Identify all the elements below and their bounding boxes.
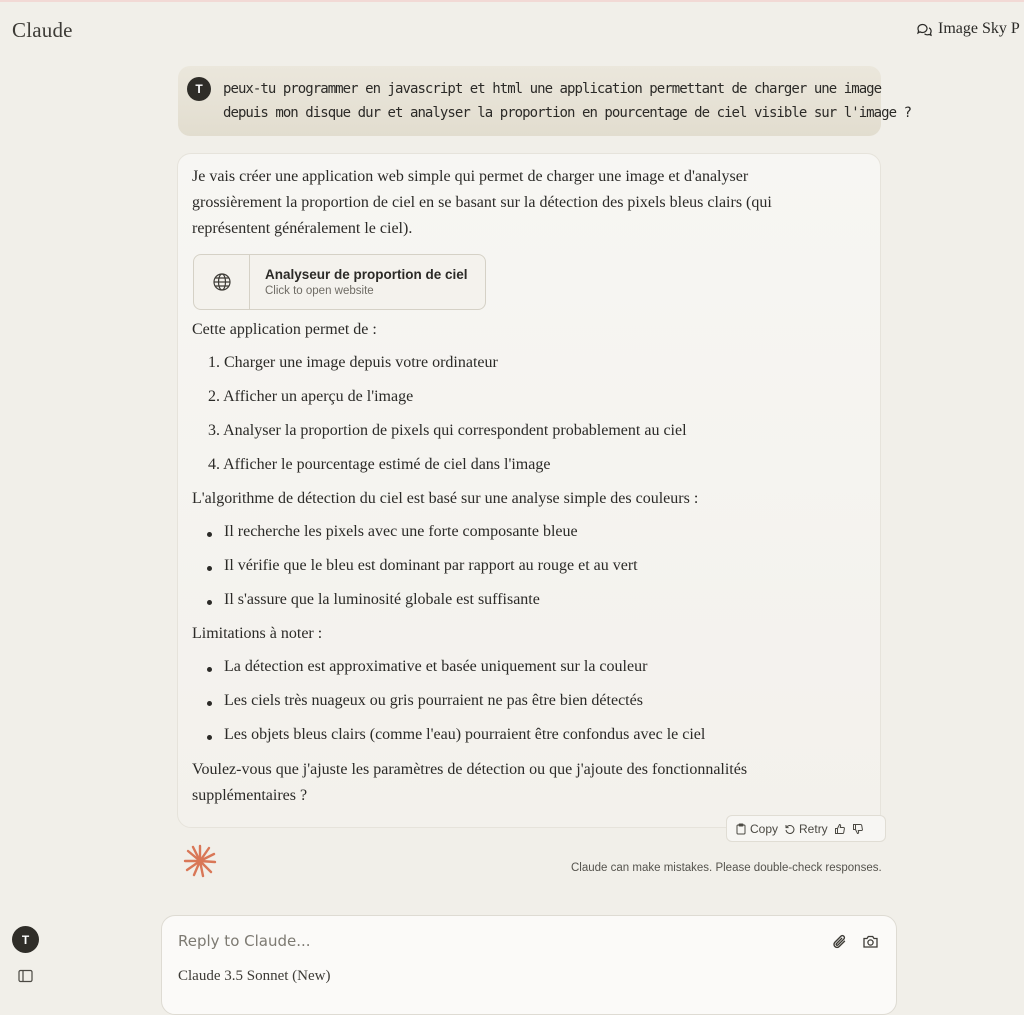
intro-line: Je vais créer une application web simple qui permet de charger une image et d'analyser: [192, 168, 749, 185]
user-message-line: peux-tu programmer en javascript et html une application permettant de charger une image: [223, 81, 882, 97]
paperclip-icon[interactable]: [831, 933, 848, 950]
limit-item: Les objets bleus clairs (comme l'eau) pourraient être confondus avec le ciel: [224, 726, 706, 743]
reply-composer[interactable]: [161, 915, 897, 1015]
copy-label: Copy: [750, 821, 779, 836]
message-actions: [726, 815, 886, 842]
artifact-subtitle: Click to open website: [265, 285, 374, 297]
closing-line: supplémentaires ?: [192, 787, 308, 804]
user-message-line: depuis mon disque dur et analyser la proportion en pourcentage de ciel visible sur l'image ?: [223, 105, 912, 121]
sidebar-toggle-icon[interactable]: [18, 969, 33, 983]
reply-input[interactable]: Reply to Claude...: [178, 932, 311, 950]
algo-item: Il s'assure que la luminosité globale est suffisante: [224, 591, 540, 608]
clipboard-icon: [735, 823, 747, 835]
copy-button[interactable]: [735, 822, 778, 836]
thumbs-up-button[interactable]: [834, 823, 846, 835]
algo-heading: L'algorithme de détection du ciel est basé sur une analyse simple des couleurs :: [192, 490, 699, 507]
chat-title[interactable]: [916, 20, 1020, 38]
account-avatar[interactable]: T: [12, 926, 39, 953]
artifact-title: Analyseur de proportion de ciel: [265, 267, 468, 282]
user-message-text: [223, 77, 912, 125]
feature-item: 3. Analyser la proportion de pixels qui correspondent probablement au ciel: [208, 422, 687, 439]
thumbs-down-button[interactable]: [852, 823, 864, 835]
camera-icon[interactable]: [862, 933, 879, 950]
feature-item: 2. Afficher un aperçu de l'image: [208, 388, 414, 405]
feature-item: 1. Charger une image depuis votre ordinateur: [208, 354, 498, 371]
intro-line: grossièrement la proportion de ciel en se basant sur la détection des pixels bleus clairs (qui: [192, 194, 772, 211]
bullet: [207, 600, 212, 605]
retry-label: Retry: [799, 821, 828, 836]
bullet: [207, 667, 212, 672]
intro-line: représentent généralement le ciel).: [192, 220, 413, 237]
algo-item: Il vérifie que le bleu est dominant par rapport au rouge et au vert: [224, 557, 638, 574]
disclaimer-text: Claude can make mistakes. Please double-check responses.: [571, 862, 882, 874]
chat-bubbles-icon: [916, 21, 932, 37]
app-logo[interactable]: Claude: [12, 18, 73, 42]
globe-icon: [212, 272, 232, 292]
artifact-card[interactable]: [193, 254, 486, 310]
model-selector[interactable]: Claude 3.5 Sonnet (New): [178, 968, 331, 984]
feature-item: 4. Afficher le pourcentage estimé de ciel dans l'image: [208, 456, 551, 473]
closing-line: Voulez-vous que j'ajuste les paramètres de détection ou que j'ajoute des fonctionnalités: [192, 761, 748, 778]
claude-spark-icon: [182, 843, 218, 879]
algo-item: Il recherche les pixels avec une forte composante bleue: [224, 523, 578, 540]
artifact-icon-box: [194, 255, 250, 309]
retry-icon: [784, 823, 796, 835]
limit-item: Les ciels très nuageux ou gris pourraient ne pas être bien détectés: [224, 692, 643, 709]
bullet: [207, 701, 212, 706]
limit-item: La détection est approximative et basée uniquement sur la couleur: [224, 658, 648, 675]
retry-button[interactable]: [784, 822, 828, 836]
user-message: [178, 66, 912, 136]
bullet: [207, 566, 212, 571]
limits-heading: Limitations à noter :: [192, 625, 323, 642]
user-avatar: T: [187, 77, 211, 101]
thumbs-up-icon: [834, 823, 846, 835]
top-border: [0, 0, 1024, 2]
thumbs-down-icon: [852, 823, 864, 835]
features-heading: Cette application permet de :: [192, 321, 377, 338]
assistant-message: [177, 153, 881, 828]
bullet: [207, 735, 212, 740]
bullet: [207, 532, 212, 537]
chat-title-text: Image Sky P: [938, 20, 1020, 37]
